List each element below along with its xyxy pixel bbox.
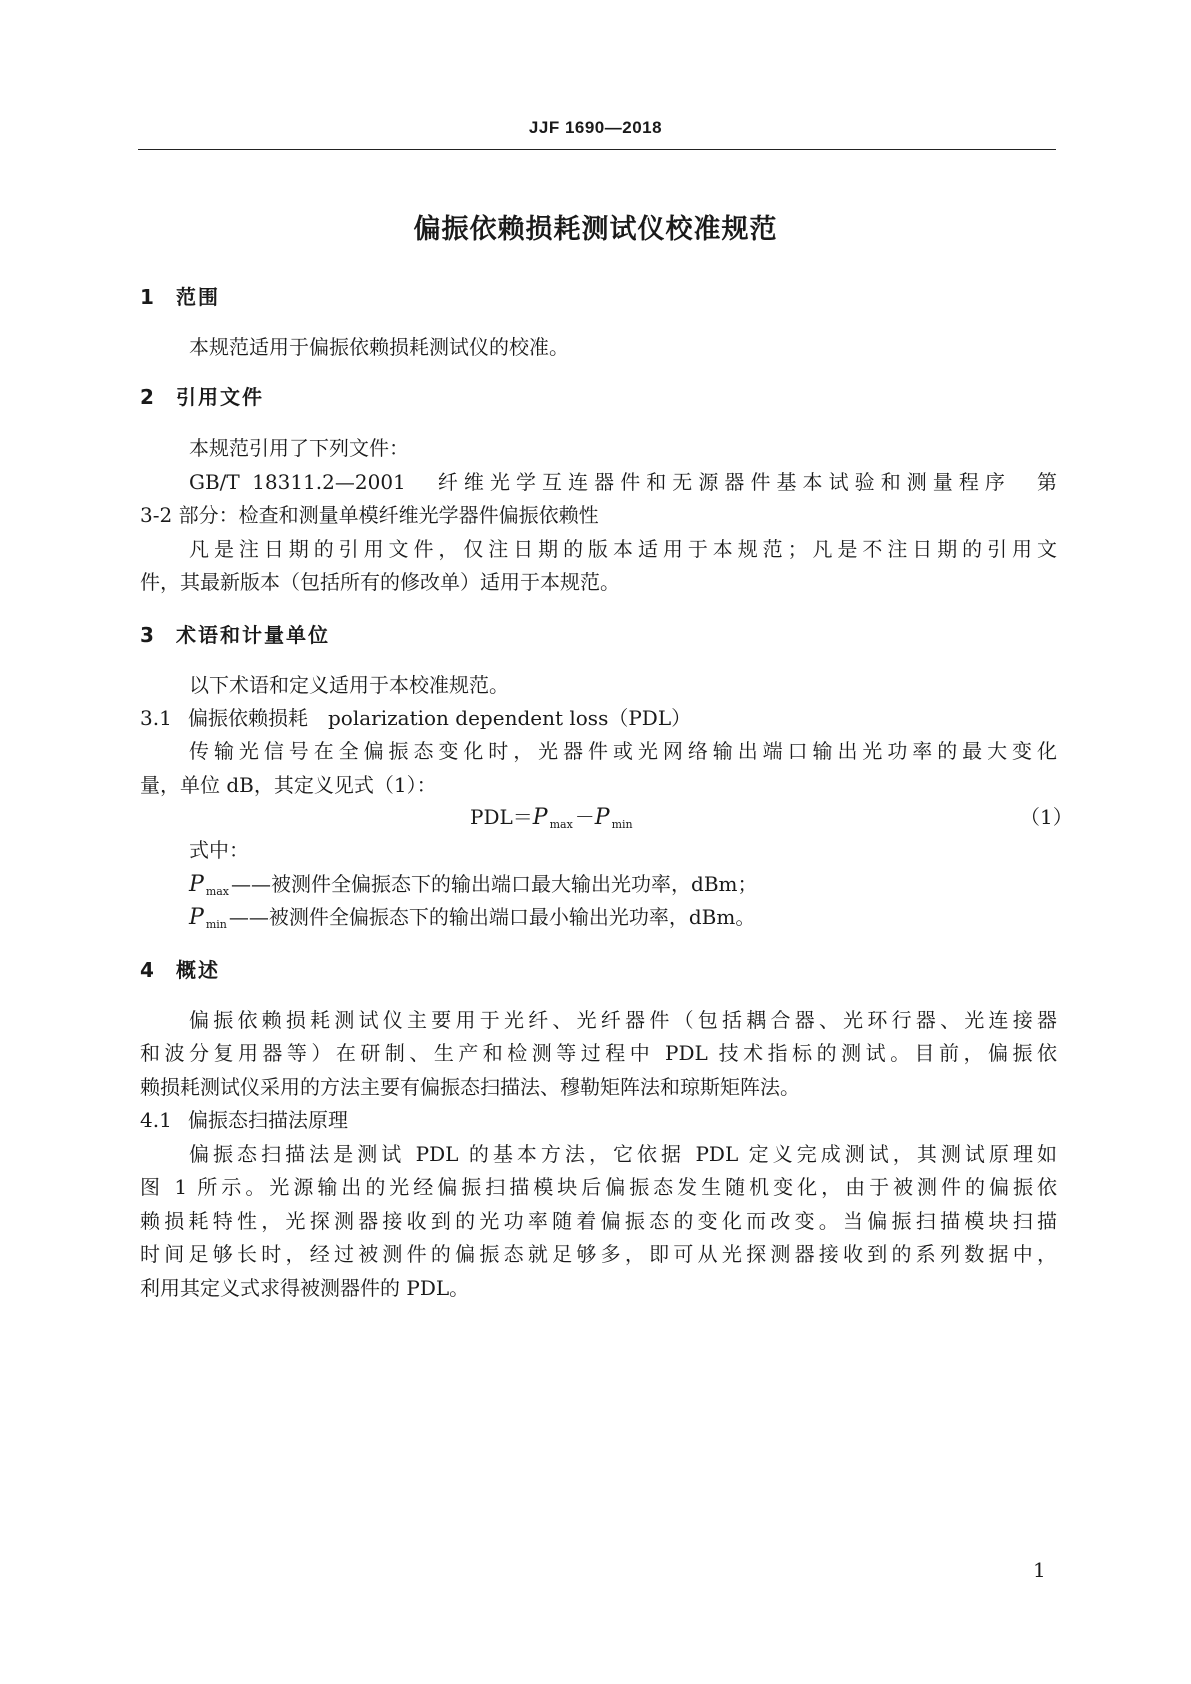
page-number: 1 [1033,1558,1046,1582]
formula-where: 式中： [189,838,249,862]
formula-max-subscript: max [549,818,573,831]
section-number: 2 [140,385,154,409]
pmin-definition [189,901,755,931]
overview-line: 赖损耗测试仪采用的方法主要有偏振态扫描法、穆勒矩阵法和琼斯矩阵法。 [140,1075,800,1099]
pmax-subscript: max [205,885,230,898]
subsection-number: 3.1 [140,706,172,730]
principle-line: 赖损耗特性，光探测器接收到的光功率随着偏振态的变化而改变。当偏振扫描模块扫描 [140,1209,1057,1233]
note-line-2: 件，其最新版本（包括所有的修改单）适用于本规范。 [140,570,620,594]
formula-p-symbol: P [594,805,610,830]
note-line-1: 凡是注日期的引用文件，仅注日期的版本适用于本规范；凡是不注日期的引用文 [189,537,1057,561]
page-header-code: JJF 1690—2018 [528,118,663,137]
principle-line: 图 1 所示。光源输出的光经偏振扫描模块后偏振态发生随机变化，由于被测件的偏振依 [140,1175,1057,1199]
subsection-title: 偏振依赖损耗 polarization dependent loss（PDL） [188,706,692,730]
document-title: 偏振依赖损耗测试仪校准规范 [413,214,778,245]
section-number: 4 [140,958,154,982]
subsection-3-1-heading [140,702,691,731]
subsection-number: 4.1 [140,1108,172,1132]
formula-minus: － [574,805,595,829]
section-number: 1 [140,285,154,309]
pmin-subscript: min [205,918,227,931]
section-number: 3 [140,623,154,647]
pmax-definition [189,868,757,898]
reference-line-2: 3-2 部分：检查和测量单模纤维光学器件偏振依赖性 [140,503,599,527]
formula-lhs: PDL＝ [470,805,533,829]
section-1-text: 本规范适用于偏振依赖损耗测试仪的校准。 [189,335,569,359]
pdl-formula [470,801,635,831]
formula-p-symbol: P [532,805,548,830]
section-4-heading [140,954,220,983]
pmin-symbol: P [189,905,204,930]
section-2-heading [140,381,264,410]
section-3-intro: 以下术语和定义适用于本校准规范。 [189,673,509,697]
section-title: 引用文件 [176,385,264,409]
pmin-description: ——被测件全偏振态下的输出端口最小输出光功率，dBm。 [228,905,756,929]
section-1-heading [140,281,220,310]
principle-line: 时间足够长时，经过被测件的偏振态就足够多，即可从光探测器接收到的系列数据中， [140,1242,1057,1266]
overview-line: 偏振依赖损耗测试仪主要用于光纤、光纤器件（包括耦合器、光环行器、光连接器 [189,1008,1057,1032]
section-3-heading [140,619,330,648]
section-2-intro: 本规范引用了下列文件： [189,436,409,460]
header-rule [138,149,1056,150]
principle-line: 偏振态扫描法是测试 PDL 的基本方法，它依据 PDL 定义完成测试，其测试原理如 [189,1142,1057,1166]
pmax-description: ——被测件全偏振态下的输出端口最大输出光功率，dBm； [231,872,758,896]
overview-line: 和波分复用器等）在研制、生产和检测等过程中 PDL 技术指标的测试。目前，偏振依 [140,1041,1057,1065]
section-title: 术语和计量单位 [176,623,330,647]
section-title: 范围 [176,285,220,309]
equation-number: （1） [1020,805,1073,829]
definition-line-2: 量，单位 dB，其定义见式（1）： [140,773,437,797]
reference-line-1: GB/T 18311.2—2001 纤维光学互连器件和无源器件基本试验和测量程序 第 [189,470,1057,494]
section-title: 概述 [176,958,220,982]
pmax-symbol: P [189,872,204,897]
subsection-title: 偏振态扫描法原理 [188,1108,348,1132]
definition-line-1: 传输光信号在全偏振态变化时，光器件或光网络输出端口输出光功率的最大变化 [189,739,1057,763]
formula-min-subscript: min [611,818,633,831]
principle-line: 利用其定义式求得被测器件的 PDL。 [140,1276,470,1300]
subsection-4-1-heading [140,1104,348,1133]
